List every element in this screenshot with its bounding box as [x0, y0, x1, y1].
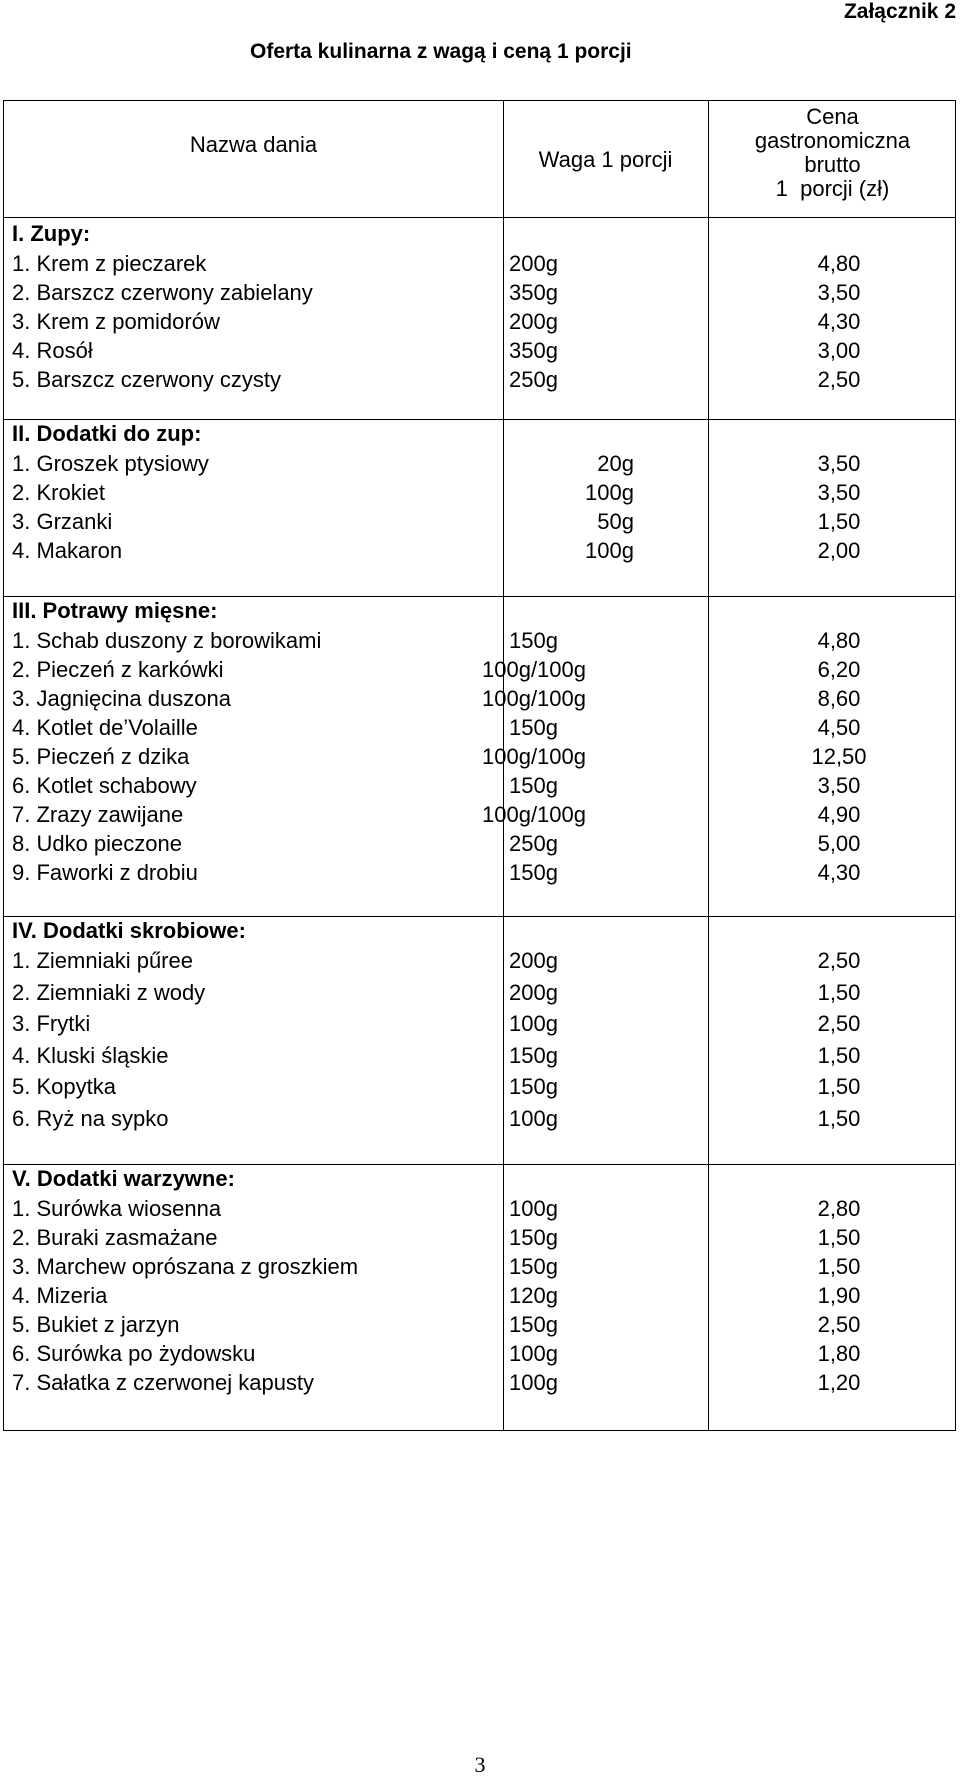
header-divider	[4, 217, 955, 218]
dish-name: 2. Pieczeń z karkówki	[12, 657, 224, 682]
section-title: IV. Dodatki skrobiowe:	[12, 918, 246, 943]
portion-price: 3,50	[817, 451, 861, 476]
portion-weight: 200g	[509, 979, 558, 1005]
dish-name: 3. Grzanki	[12, 509, 113, 534]
portion-price: 2,50	[817, 948, 861, 973]
dish-name: 5. Pieczeń z dzika	[12, 744, 190, 769]
dish-name: 3. Krem z pomidorów	[12, 309, 220, 334]
table-row	[4, 1104, 955, 1133]
table-row	[4, 655, 955, 684]
portion-price: 4,80	[817, 628, 861, 653]
portion-price: 2,50	[817, 1312, 861, 1337]
portion-weight: 100g/100g	[482, 657, 586, 682]
portion-price: 3,00	[817, 338, 861, 363]
table-row	[4, 858, 955, 887]
portion-weight: 100g/100g	[482, 802, 586, 827]
portion-price: 4,50	[817, 715, 861, 740]
dish-name: 6. Surówka po żydowsku	[12, 1341, 256, 1366]
table-row	[4, 478, 955, 507]
table-row	[4, 1368, 955, 1397]
portion-weight: 50g	[597, 509, 634, 534]
table-row	[4, 336, 955, 365]
table-row	[4, 946, 955, 975]
header-price-line: 1 porcji (zł)	[775, 176, 890, 201]
portion-weight: 150g	[509, 773, 558, 798]
portion-weight: 150g	[509, 628, 558, 653]
portion-price: 3,50	[817, 773, 861, 798]
portion-price: 1,90	[817, 1283, 861, 1308]
table-row	[4, 507, 955, 536]
portion-price: 1,50	[817, 1105, 861, 1131]
table-row	[4, 249, 955, 278]
portion-weight: 150g	[509, 1312, 558, 1337]
menu-table	[3, 100, 956, 1431]
section-title: I. Zupy:	[12, 221, 91, 246]
table-row	[4, 1339, 955, 1368]
dish-name: 1. Surówka wiosenna	[12, 1196, 222, 1221]
header-name: Nazwa dania	[189, 132, 318, 157]
dish-name: 7. Sałatka z czerwonej kapusty	[12, 1370, 315, 1395]
portion-weight: 350g	[509, 280, 558, 305]
portion-price: 5,00	[817, 831, 861, 856]
table-row	[4, 800, 955, 829]
portion-weight: 200g	[509, 948, 558, 973]
portion-price: 4,90	[817, 802, 861, 827]
portion-price: 1,50	[817, 1254, 861, 1279]
dish-name: 5. Bukiet z jarzyn	[12, 1312, 180, 1337]
portion-weight: 150g	[509, 1074, 558, 1099]
portion-price: 2,80	[817, 1196, 861, 1221]
dish-name: 1. Krem z pieczarek	[12, 251, 207, 276]
dish-name: 2. Krokiet	[12, 480, 105, 505]
portion-price: 2,50	[817, 367, 861, 392]
table-row	[4, 449, 955, 478]
dish-name: 1. Schab duszony z borowikami	[12, 628, 322, 653]
dish-name: 3. Jagnięcina duszona	[12, 686, 231, 711]
annex-label: Załącznik 2	[843, 0, 956, 23]
portion-weight: 100g	[585, 480, 634, 505]
portion-weight: 100g	[585, 538, 634, 563]
table-row	[4, 771, 955, 800]
table-row	[4, 536, 955, 565]
portion-weight: 150g	[509, 715, 558, 740]
dish-name: 4. Makaron	[12, 538, 123, 563]
portion-price: 12,50	[811, 744, 867, 769]
portion-price: 4,30	[817, 860, 861, 885]
portion-weight: 100g/100g	[482, 686, 586, 711]
table-row	[4, 713, 955, 742]
dish-name: 3. Marchew oprószana z groszkiem	[12, 1254, 359, 1279]
portion-weight: 250g	[509, 367, 558, 392]
portion-price: 1,50	[817, 509, 861, 534]
dish-name: 5. Kopytka	[12, 1074, 116, 1099]
dish-name: 2. Barszcz czerwony zabielany	[12, 280, 313, 305]
portion-price: 3,50	[817, 280, 861, 305]
dish-name: 1. Ziemniaki pűree	[12, 948, 193, 973]
table-row	[4, 1072, 955, 1101]
table-row	[4, 1009, 955, 1038]
table-row	[4, 1281, 955, 1310]
dish-name: 9. Faworki z drobiu	[12, 860, 198, 885]
portion-price: 2,50	[817, 1011, 861, 1036]
portion-weight: 150g	[509, 1254, 558, 1279]
dish-name: 4. Kluski śląskie	[12, 1042, 169, 1068]
portion-weight: 20g	[597, 451, 634, 476]
table-row	[4, 278, 955, 307]
header-weight: Waga 1 porcji	[538, 147, 673, 172]
portion-price: 3,50	[817, 480, 861, 505]
portion-weight: 100g	[509, 1105, 558, 1131]
dish-name: 7. Zrazy zawijane	[12, 802, 184, 827]
section-title: II. Dodatki do zup:	[12, 421, 202, 446]
portion-weight: 100g	[509, 1341, 558, 1366]
portion-price: 1,20	[817, 1370, 861, 1395]
dish-name: 6. Ryż na sypko	[12, 1105, 169, 1131]
portion-weight: 150g	[509, 1042, 558, 1068]
portion-price: 1,50	[817, 1042, 861, 1068]
table-row	[4, 829, 955, 858]
dish-name: 1. Groszek ptysiowy	[12, 451, 209, 476]
portion-weight: 100g	[509, 1196, 558, 1221]
portion-weight: 100g	[509, 1370, 558, 1395]
dish-name: 4. Mizeria	[12, 1283, 108, 1308]
portion-weight: 200g	[509, 251, 558, 276]
section-title: III. Potrawy mięsne:	[12, 598, 218, 623]
dish-name: 3. Frytki	[12, 1011, 91, 1036]
dish-name: 5. Barszcz czerwony czysty	[12, 367, 281, 392]
table-row	[4, 978, 955, 1007]
portion-weight: 250g	[509, 831, 558, 856]
table-row	[4, 1041, 955, 1070]
portion-price: 4,30	[817, 309, 861, 334]
header-price-line: Cena	[806, 104, 859, 129]
portion-weight: 150g	[509, 1225, 558, 1250]
table-row	[4, 307, 955, 336]
portion-weight: 100g/100g	[482, 744, 586, 769]
table-row	[4, 365, 955, 394]
portion-price: 1,80	[817, 1341, 861, 1366]
table-row	[4, 742, 955, 771]
portion-weight: 350g	[509, 338, 558, 363]
header-price-line: gastronomiczna	[754, 128, 911, 153]
header-price-line: brutto	[804, 152, 861, 177]
portion-price: 8,60	[817, 686, 861, 711]
dish-name: 6. Kotlet schabowy	[12, 773, 197, 798]
dish-name: 2. Buraki zasmażane	[12, 1225, 218, 1250]
section-title: V. Dodatki warzywne:	[12, 1166, 235, 1191]
portion-weight: 120g	[509, 1283, 558, 1308]
dish-name: 2. Ziemniaki z wody	[12, 979, 206, 1005]
portion-weight: 100g	[509, 1011, 558, 1036]
portion-weight: 150g	[509, 860, 558, 885]
portion-weight: 200g	[509, 309, 558, 334]
dish-name: 4. Rosół	[12, 338, 93, 363]
header-price	[708, 105, 957, 201]
table-row	[4, 1194, 955, 1223]
portion-price: 2,00	[817, 538, 861, 563]
portion-price: 1,50	[817, 1225, 861, 1250]
table-row	[4, 1223, 955, 1252]
table-row	[4, 626, 955, 655]
page-number: 3	[474, 1752, 486, 1777]
document-title: Oferta kulinarna z wagą i ceną 1 porcji	[250, 40, 632, 63]
table-row	[4, 684, 955, 713]
dish-name: 4. Kotlet de’Volaille	[12, 715, 198, 740]
dish-name: 8. Udko pieczone	[12, 831, 182, 856]
table-row	[4, 1252, 955, 1281]
portion-price: 1,50	[817, 979, 861, 1005]
portion-price: 6,20	[817, 657, 861, 682]
table-row	[4, 1310, 955, 1339]
portion-price: 1,50	[817, 1074, 861, 1099]
portion-price: 4,80	[817, 251, 861, 276]
